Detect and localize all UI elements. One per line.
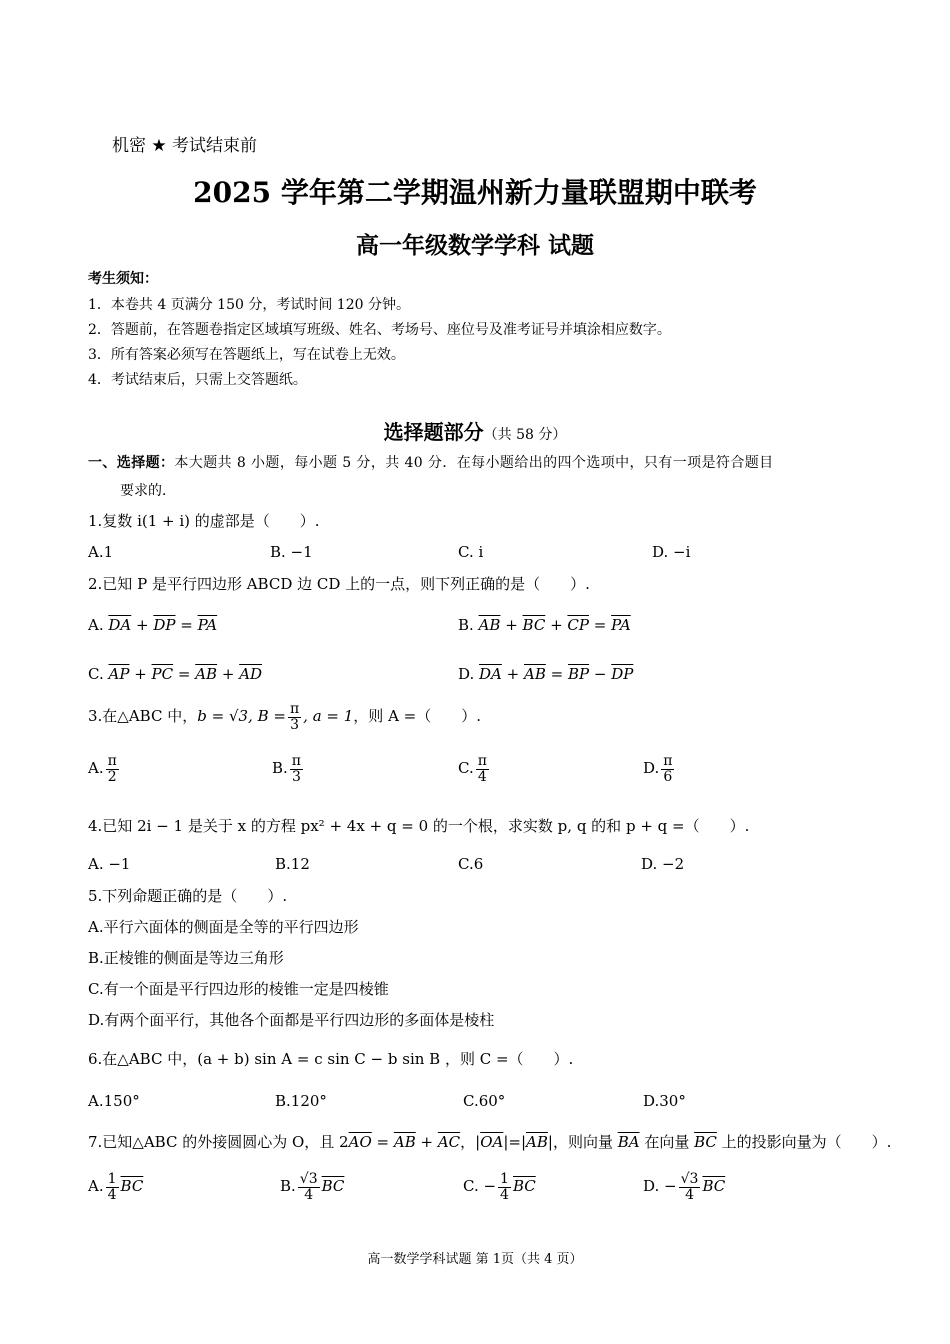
notice-item: 3．所有答案必须写在答题纸上，写在试卷上无效。 bbox=[88, 347, 405, 363]
q2-option-c: C. $\overline{AP} + \overline{PC} = \overline{AB} + \overline{AD}$ bbox=[88, 665, 263, 683]
notice-item: 2．答题前，在答题卷指定区域填写班级、姓名、考场号、座位号及准考证号并填涂相应数字。 bbox=[88, 322, 671, 338]
section-title: 选择题部分（共 58 分） bbox=[383, 420, 567, 444]
q5-option-a: A.平行六面体的侧面是全等的平行四边形 bbox=[88, 918, 359, 936]
question-5-stem: 5.下列命题正确的是（ ）. bbox=[88, 887, 288, 905]
q7-option-d: D. − $\frac{√3}{4}$ $\overline{BC}$ bbox=[643, 1171, 726, 1203]
exam-subtitle: 高一年级数学学科 试题 bbox=[355, 232, 594, 259]
q3-option-b: B. $\frac{\pi}{3}$ bbox=[272, 753, 301, 785]
question-7-stem: 7.已知△ABC 的外接圆圆心为 O，且 $2\overline{AO} = \overline{AB} + \overline{AC}$，$|\overline{OA}|=|\overline{AB}|$，则向量 $\overline{BA}$ 在向量 $\overline{BC}$ 上的投影向量为（ ）. bbox=[88, 1133, 892, 1151]
q7-option-b: B. $\frac{√3}{4}$ $\overline{BC}$ bbox=[280, 1171, 345, 1203]
section-instructions: 一、选择题：本大题共 8 小题，每小题 5 分，共 40 分．在每小题给出的四个选项中，只有一项是符合题目 bbox=[88, 455, 774, 471]
page-footer: 高一数学学科试题 第 1页（共 4 页） bbox=[367, 1252, 583, 1267]
q1-option-b: B. −1 bbox=[270, 543, 313, 561]
q4-option-b: B.12 bbox=[275, 855, 310, 873]
question-4-stem: 4.已知 2i − 1 是关于 x 的方程 px² + 4x + q = 0 的一个根，求实数 p, q 的和 p + q =（ ）. bbox=[88, 817, 750, 835]
q4-option-d: D. −2 bbox=[641, 855, 685, 873]
exam-title: 2025 学年第二学期温州新力量联盟期中联考 bbox=[193, 176, 757, 209]
q6-option-a: A.150° bbox=[88, 1092, 140, 1110]
q7-option-c: C. − $\frac{1}{4}$ $\overline{BC}$ bbox=[463, 1171, 536, 1203]
notice-item: 1．本卷共 4 页满分 150 分，考试时间 120 分钟。 bbox=[88, 297, 410, 313]
q7-option-a: A. $\frac{1}{4}$ $\overline{BC}$ bbox=[88, 1171, 144, 1203]
q2-option-d: D. $\overline{DA} + \overline{AB} = \overline{BP} - \overline{DP}$ bbox=[458, 665, 634, 683]
q3-option-d: D. $\frac{\pi}{6}$ bbox=[643, 753, 673, 785]
q4-option-a: A. −1 bbox=[88, 855, 131, 873]
question-3-stem: 3.在△ABC 中，b = √3, B = $\frac{\pi}{3}$ , a = 1，则 A =（ ）. bbox=[88, 701, 482, 733]
q6-option-b: B.120° bbox=[275, 1092, 327, 1110]
q3-option-a: A. $\frac{\pi}{2}$ bbox=[88, 753, 117, 785]
secret-label: 机密 ★ 考试结束前 bbox=[112, 136, 258, 156]
section-score: （共 58 分） bbox=[483, 427, 567, 443]
q1-option-c: C. i bbox=[458, 543, 484, 561]
q5-option-d: D.有两个面平行，其他各个面都是平行四边形的多面体是棱柱 bbox=[88, 1011, 495, 1029]
question-2-stem: 2.已知 P 是平行四边形 ABCD 边 CD 上的一点，则下列正确的是（ ）. bbox=[88, 575, 590, 593]
question-6-stem: 6.在△ABC 中，(a + b) sin A = c sin C − b sin B ，则 C =（ ）. bbox=[88, 1050, 574, 1068]
q3-option-c: C. $\frac{\pi}{4}$ bbox=[458, 753, 487, 785]
q1-option-a: A.1 bbox=[88, 543, 114, 561]
q4-option-c: C.6 bbox=[458, 855, 484, 873]
q1-option-d: D. −i bbox=[652, 543, 691, 561]
notice-heading: 考生须知： bbox=[88, 271, 158, 287]
q5-option-c: C.有一个面是平行四边形的棱锥一定是四棱锥 bbox=[88, 980, 389, 998]
q2-option-a: A. $\overline{DA} + \overline{DP} = \overline{PA}$ bbox=[88, 616, 218, 634]
notice-item: 4．考试结束后，只需上交答题纸。 bbox=[88, 372, 307, 388]
question-1-stem: 1.复数 i(1 + i) 的虚部是（ ）. bbox=[88, 512, 320, 530]
q6-option-d: D.30° bbox=[643, 1092, 686, 1110]
q5-option-b: B.正棱锥的侧面是等边三角形 bbox=[88, 949, 284, 967]
q6-option-c: C.60° bbox=[463, 1092, 506, 1110]
q2-option-b: B. $\overline{AB} + \overline{BC} + \overline{CP} = \overline{PA}$ bbox=[458, 616, 631, 634]
section-instructions-cont: 要求的． bbox=[120, 483, 176, 499]
